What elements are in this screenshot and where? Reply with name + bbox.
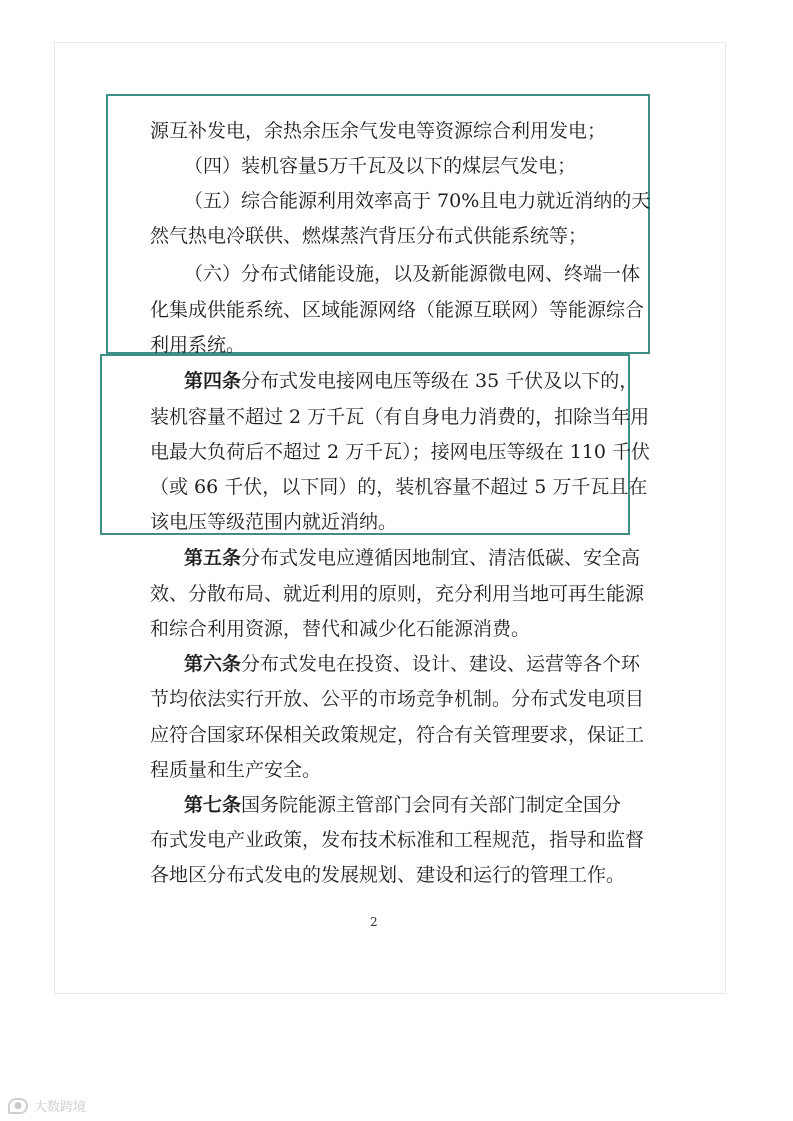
article-4-first-line [184,369,638,393]
text-line: 分布式发电应遵循因地制宜、清洁低碳、安全高 [241,547,641,569]
text-line: 分布式发电在投资、设计、建设、运营等各个环 [241,653,641,675]
text-line: 源互补发电，余热余压余气发电等资源综合利用发电； [150,120,607,142]
text-line: （四）装机容量5万千瓦及以下的煤层气发电； [184,155,577,177]
text-line: （六）分布式储能设施，以及新能源微电网、终端一体 [184,263,641,285]
text-line: 装机容量不超过 2 万千瓦（有自身电力消费的，扣除当年用 [150,406,650,428]
text-line: 效、分散布局、就近利用的原则，充分利用当地可再生能源 [150,583,645,605]
text-line: 化集成供能系统、区域能源网络（能源互联网）等能源综合 [150,299,645,321]
article-5-first-line [184,546,640,570]
text-line: （五）综合能源利用效率高于 70%且电力就近消纳的天 [184,190,651,212]
article-7-first-line [184,793,621,817]
text-line: 布式发电产业政策，发布技术标准和工程规范，指导和监督 [150,829,645,851]
text-line: 程质量和生产安全。 [150,759,322,781]
text-line: 然气热电冷联供、燃煤蒸汽背压分布式供能系统等； [150,225,588,247]
watermark-text: 大数跨境 [34,1100,87,1115]
article-4-heading: 第四条 [184,370,242,392]
text-line: 分布式发电接网电压等级在 35 千伏及以下的， [241,370,639,392]
text-line: 各地区分布式发电的发展规划、建设和运行的管理工作。 [150,864,626,886]
text-line: （或 66 千伏，以下同）的，装机容量不超过 5 万千瓦且在 [150,476,648,498]
watermark [8,1096,86,1115]
watermark-logo-icon: ● [8,1098,28,1114]
text-line: 利用系统。 [150,334,246,356]
text-line: 国务院能源主管部门会同有关部门制定全国分 [241,794,622,816]
article-6-first-line [184,652,640,676]
text-line: 电最大负荷后不超过 2 万千瓦）；接网电压等级在 110 千伏 [150,441,651,463]
article-6-heading: 第六条 [184,653,242,675]
article-5-heading: 第五条 [184,547,242,569]
text-line: 节均依法实行开放、公平的市场竞争机制。分布式发电项目 [150,688,645,710]
page-number: 2 [370,915,378,929]
text-line: 应符合国家环保相关政策规定，符合有关管理要求，保证工 [150,724,645,746]
article-7-heading: 第七条 [184,794,242,816]
text-line: 该电压等级范围内就近消纳。 [150,511,398,533]
text-line: 和综合利用资源，替代和减少化石能源消费。 [150,618,531,640]
